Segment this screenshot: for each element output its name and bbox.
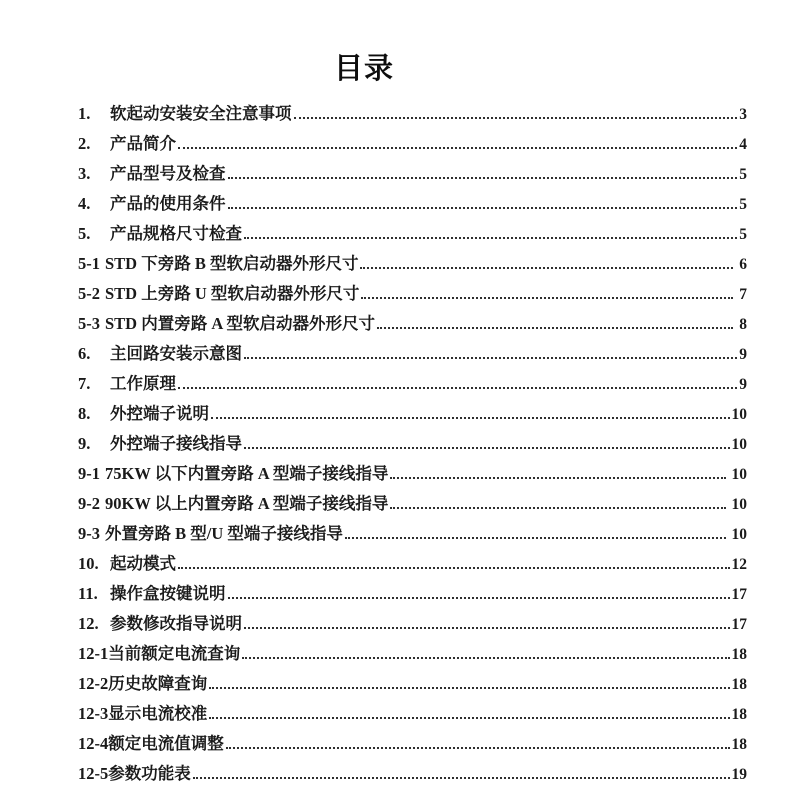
toc-leader-dots [294, 117, 738, 119]
toc-leader-dots [360, 267, 733, 269]
toc-entry-number: 7. [78, 374, 91, 393]
toc-entry-title: 75KW 以下内置旁路 A 型端子接线指导 [105, 464, 389, 483]
toc-entry-number: 12-4 [78, 734, 109, 753]
toc-leader-dots [178, 147, 737, 149]
toc-list [78, 100, 747, 790]
toc-entry-number: 10. [78, 554, 99, 573]
toc-entry-number: 12. [78, 614, 99, 633]
toc-entry [78, 370, 747, 400]
toc-entry-number: 5. [78, 224, 91, 243]
toc-leader-dots [361, 297, 733, 299]
toc-entry-title: 产品的使用条件 [110, 194, 226, 213]
toc-entry [78, 520, 747, 550]
toc-entry-title: 主回路安装示意图 [110, 344, 242, 363]
toc-entry-page: 10 [731, 436, 747, 453]
toc-entry-title: 90KW 以上内置旁路 A 型端子接线指导 [105, 494, 389, 513]
toc-leader-dots [228, 177, 738, 179]
toc-entry-number: 5-1 [78, 254, 100, 273]
toc-entry [78, 700, 747, 730]
toc-entry-title: STD 内置旁路 A 型软启动器外形尺寸 [105, 314, 375, 333]
toc-entry-number: 9-1 [78, 464, 100, 483]
toc-entry-title: 软起动安装安全注意事项 [110, 104, 292, 123]
toc-leader-dots [178, 387, 737, 389]
toc-entry [78, 580, 747, 610]
toc-entry-page: 7 [739, 286, 747, 303]
toc-entry-page: 5 [739, 226, 747, 243]
toc-entry-title: 工作原理 [110, 374, 176, 393]
toc-entry-page: 9 [739, 346, 747, 363]
toc-entry [78, 280, 747, 310]
toc-entry-page: 18 [731, 646, 747, 663]
toc-entry-page: 10 [731, 466, 747, 483]
toc-entry-title: STD 下旁路 B 型软启动器外形尺寸 [105, 254, 359, 273]
toc-entry-title: 外置旁路 B 型/U 型端子接线指导 [105, 524, 343, 543]
toc-entry-title: 额定电流值调整 [108, 734, 224, 753]
toc-entry [78, 130, 747, 160]
toc-entry-number: 5-3 [78, 314, 100, 333]
toc-leader-dots [244, 237, 737, 239]
toc-leader-dots [228, 597, 730, 599]
toc-entry-number: 12-5 [78, 764, 109, 783]
toc-leader-dots [244, 357, 737, 359]
toc-entry-page: 6 [739, 256, 747, 273]
toc-entry-title: STD 上旁路 U 型软启动器外形尺寸 [105, 284, 360, 303]
toc-entry [78, 310, 747, 340]
toc-entry-page: 18 [731, 676, 747, 693]
toc-leader-dots [226, 747, 730, 749]
toc-entry-number: 12-2 [78, 674, 109, 693]
toc-entry [78, 640, 747, 670]
toc-entry-title: 参数功能表 [108, 764, 191, 783]
toc-entry-page: 8 [739, 316, 747, 333]
toc-entry-page: 17 [731, 616, 747, 633]
toc-entry-number: 6. [78, 344, 91, 363]
toc-entry-number: 11. [78, 584, 98, 603]
toc-entry-title: 产品规格尺寸检查 [110, 224, 242, 243]
toc-entry [78, 340, 747, 370]
toc-entry [78, 100, 747, 130]
toc-entry [78, 460, 747, 490]
toc-leader-dots [228, 207, 738, 209]
toc-entry-number: 12-1 [78, 644, 109, 663]
toc-entry-number: 9-3 [78, 524, 100, 543]
toc-entry-number: 3. [78, 164, 91, 183]
toc-entry [78, 490, 747, 520]
toc-entry-number: 2. [78, 134, 91, 153]
toc-entry-page: 10 [731, 496, 747, 513]
toc-entry-number: 5-2 [78, 284, 100, 303]
toc-entry [78, 190, 747, 220]
toc-entry-number: 8. [78, 404, 91, 423]
toc-entry-number: 1. [78, 104, 91, 123]
toc-entry [78, 730, 747, 760]
toc-leader-dots [209, 717, 729, 719]
toc-entry-page: 10 [731, 406, 747, 423]
toc-entry-title: 起动模式 [110, 554, 176, 573]
toc-entry-title: 外控端子说明 [110, 404, 209, 423]
toc-leader-dots [178, 567, 730, 569]
toc-entry-number: 9. [78, 434, 91, 453]
toc-entry-page: 5 [739, 196, 747, 213]
toc-entry-page: 18 [731, 706, 747, 723]
toc-leader-dots [193, 777, 730, 779]
toc-entry-title: 产品简介 [110, 134, 176, 153]
toc-entry-title: 外控端子接线指导 [110, 434, 242, 453]
toc-entry-page: 4 [739, 136, 747, 153]
toc-leader-dots [377, 327, 733, 329]
toc-entry-page: 12 [731, 556, 747, 573]
page-title: 目录 [333, 53, 394, 85]
toc-leader-dots [209, 687, 729, 689]
toc-leader-dots [211, 417, 730, 419]
toc-entry-page: 10 [731, 526, 747, 543]
toc-entry [78, 760, 747, 790]
toc-leader-dots [244, 447, 730, 449]
toc-entry [78, 430, 747, 460]
toc-leader-dots [242, 657, 729, 659]
toc-entry-number: 9-2 [78, 494, 100, 513]
toc-leader-dots [390, 507, 725, 509]
toc-entry [78, 250, 747, 280]
toc-entry-page: 17 [731, 586, 747, 603]
toc-entry [78, 550, 747, 580]
toc-entry [78, 670, 747, 700]
toc-leader-dots [244, 627, 730, 629]
toc-entry-page: 18 [731, 736, 747, 753]
toc-leader-dots [390, 477, 725, 479]
toc-entry-page: 9 [739, 376, 747, 393]
toc-entry-title: 历史故障查询 [108, 674, 208, 693]
toc-entry [78, 610, 747, 640]
toc-entry-page: 19 [731, 766, 747, 783]
toc-leader-dots [345, 537, 726, 539]
toc-entry-title: 操作盒按键说明 [110, 584, 226, 603]
toc-entry-number: 12-3 [78, 704, 109, 723]
toc-entry-title: 产品型号及检查 [110, 164, 226, 183]
toc-entry-title: 参数修改指导说明 [110, 614, 242, 633]
toc-entry-page: 5 [739, 166, 747, 183]
toc-entry [78, 160, 747, 190]
toc-entry-title: 显示电流校准 [108, 704, 208, 723]
toc-entry [78, 220, 747, 250]
toc-entry-title: 当前额定电流查询 [108, 644, 241, 663]
toc-entry-number: 4. [78, 194, 91, 213]
toc-entry-page: 3 [739, 106, 747, 123]
toc-entry [78, 400, 747, 430]
